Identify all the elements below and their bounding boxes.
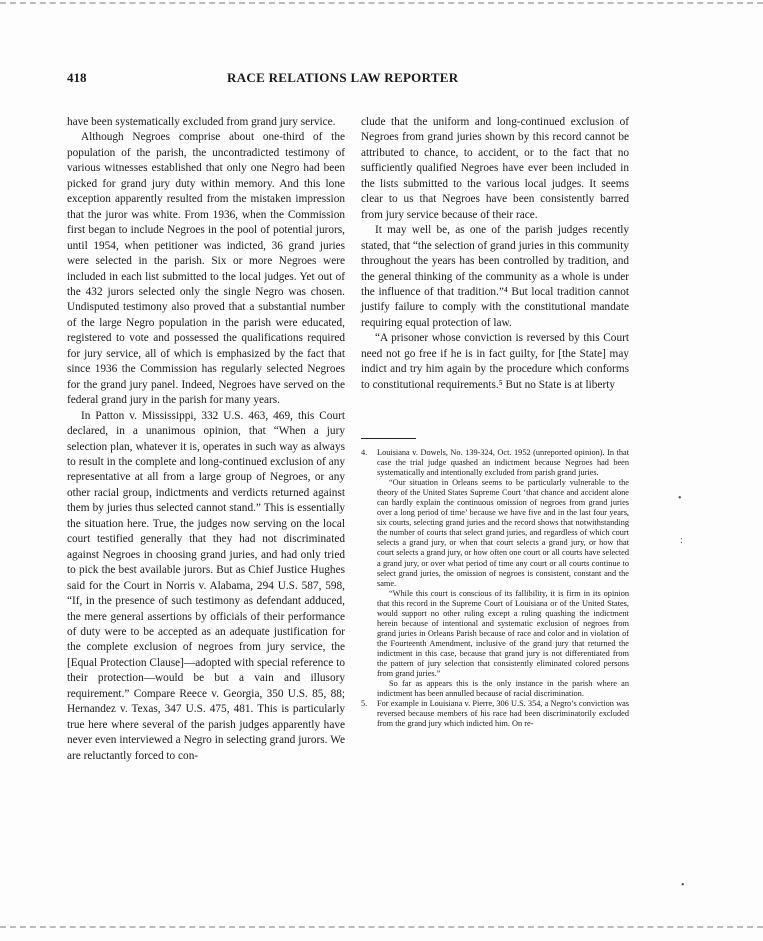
paragraph: Although Negroes comprise about one-third of the population of the parish, the uncontradicted testimony of various witnesses established that only one Negro had been picked for grand jury duty within memory. And this lone exception apparently resulted from the mistaken impression that the juror was white. From 1936, when the Commission first began to include Negroes in the pool of potential jurors, until 1954, when petitioner was indicted, 36 grand juries were selected in the parish. Six or more Negroes were included in each list submitted to the local judges. Yet out of the 432 jurors selected only the single Negro was chosen. Undisputed testimony also proved that a substantial number of the large Negro population in the parish were educated, registered to vote and possessed the qualifications required for jury service, all of which is emphasized by the fact that since 1936 the Commission has regularly selected Negroes for the grand jury panel. Indeed, Negroes have served on the federal grand jury in the parish for many years.: [67, 131, 345, 407]
footnote-4: [361, 448, 629, 478]
footnote-quote: “Our situation in Orleans seems to be particularly vulnerable to the theory of the United States Supreme Court ‘that chance and accident alone can hardly explain the continuous omission of negroes from grand juries over a long period of time’ because we have five and in the last four years, six courts, selecting grand juries and the record shows that notwithstanding the number of courts that select grand juries, and regardless of which court selects a grand jury, or when that court selects a grand jury, or how that court selects a grand jury, or how often one court or all courts have selected a grand jury, or over what period of time any court or all courts continue to select grand juries, the omission of negroes is consistent, constant and the same.: [377, 478, 629, 588]
scan-border-bottom: [0, 926, 763, 928]
paragraph: clude that the uniform and long-continued exclusion of Negroes from grand juries shown by this record cannot be attributed to chance, to accident, or to the fact that no sufficiently qualified Negroes have ever been included in the lists submitted to the various local judges. It seems clear to us that Negroes have been consistently barred from jury service because of their race.: [361, 116, 629, 221]
paragraph: In Patton v. Mississippi, 332 U.S. 463, 469, this Court declared, in a unanimous opinion, that “When a jury selection plan, whatever it is, operates in such way as always to result in the complete and long-continued exclusion of any representative at all from a large group of Negroes, or any other racial group, indictments and verdicts returned against them by juries thus selected cannot stand.” This is essentially the situation here. True, the judges now serving on the local court testified generally that they had not discriminated against Negroes in choosing grand juries, and had only tried to pick the best available jurors. But as Chief Justice Hughes said for the Court in Norris v. Alabama, 294 U.S. 587, 598, “If, in the presence of such testimony as defendant adduced, the mere general assertions by officials of their performance of duty were to be accepted as an adequate justification for the complete exclusion of negroes from jury service, the [Equal Protection Clause]—adopted with special reference to their protection—would be but a vain and illusory requirement.” Compare Reece v. Georgia, 350 U.S. 85, 88; Hernandez v. Texas, 347 U.S. 475, 481. This is particularly true here where several of the parish judges apparently have never even interviewed a Negro in selecting grand jurors. We are reluctantly forced to con-: [67, 409, 345, 762]
paragraph: It may well be, as one of the parish judges recently stated, that “the selection of grand juries in this community throughout the years has been controlled by tradition, and the general thinking of the community as a whole is under the influence of that tradition.”⁴ But local tradition cannot justify failure to comply with the constitutional mandate requiring equal protection of law.: [361, 224, 629, 329]
page-header: [67, 70, 697, 90]
paragraph: “A prisoner whose conviction is reversed by this Court need not go free if he is in fact guilty, for [the State] may indict and try him again by the procedure which conforms to constitutional requirements.⁵ But no State is at liberty: [361, 332, 629, 391]
right-column: [361, 115, 629, 393]
left-column: [67, 115, 345, 764]
footnote-5: [361, 699, 629, 729]
footnotes: [361, 448, 629, 729]
footnote-text: For example in Louisiana v. Pierre, 306 U.S. 354, a Negro’s conviction was reversed because members of his race had been discriminatorily excluded from the grand jury which indicted him. On re-: [377, 699, 629, 729]
footnote-quote: “While this court is conscious of its fallibility, it is firm in its opinion that this record in the Supreme Court of Louisiana or of the United States, would support no other ruling except a ruling quashing the indictment herein because of intentional and systematic exclusion of negroes from grand juries in Orleans Parish because of race and color and in violation of the Fourteenth Amendment, inclusive of the grand jury that returned the indictment in this case, because that grand jury is not differentiated from the pattern of jury selection that consistently eliminated colored persons from grand juries.”: [377, 588, 629, 679]
footnote-number: 4.: [361, 448, 368, 457]
scan-speck: •: [681, 880, 685, 891]
scan-border-top: [0, 2, 763, 4]
paragraph: have been systematically excluded from grand jury service.: [67, 116, 336, 128]
footnote-quote: So far as appears this is the only instance in the parish where an indictment has been annulled because of racial discrimination.: [377, 679, 629, 699]
running-head: RACE RELATIONS LAW REPORTER: [227, 70, 459, 85]
footnote-separator: [361, 438, 416, 439]
footnote-text: Louisiana v. Dowels, No. 139-324, Oct. 1952 (unreported opinion). In that case the trial judge quashed an indictment because Negroes had been systematically and intentionally excluded from parish grand juries.: [377, 448, 629, 478]
page-number: 418: [67, 70, 87, 85]
scan-speck: :: [680, 535, 683, 546]
footnote-number: 5.: [361, 699, 368, 709]
scan-speck: •: [678, 493, 682, 504]
